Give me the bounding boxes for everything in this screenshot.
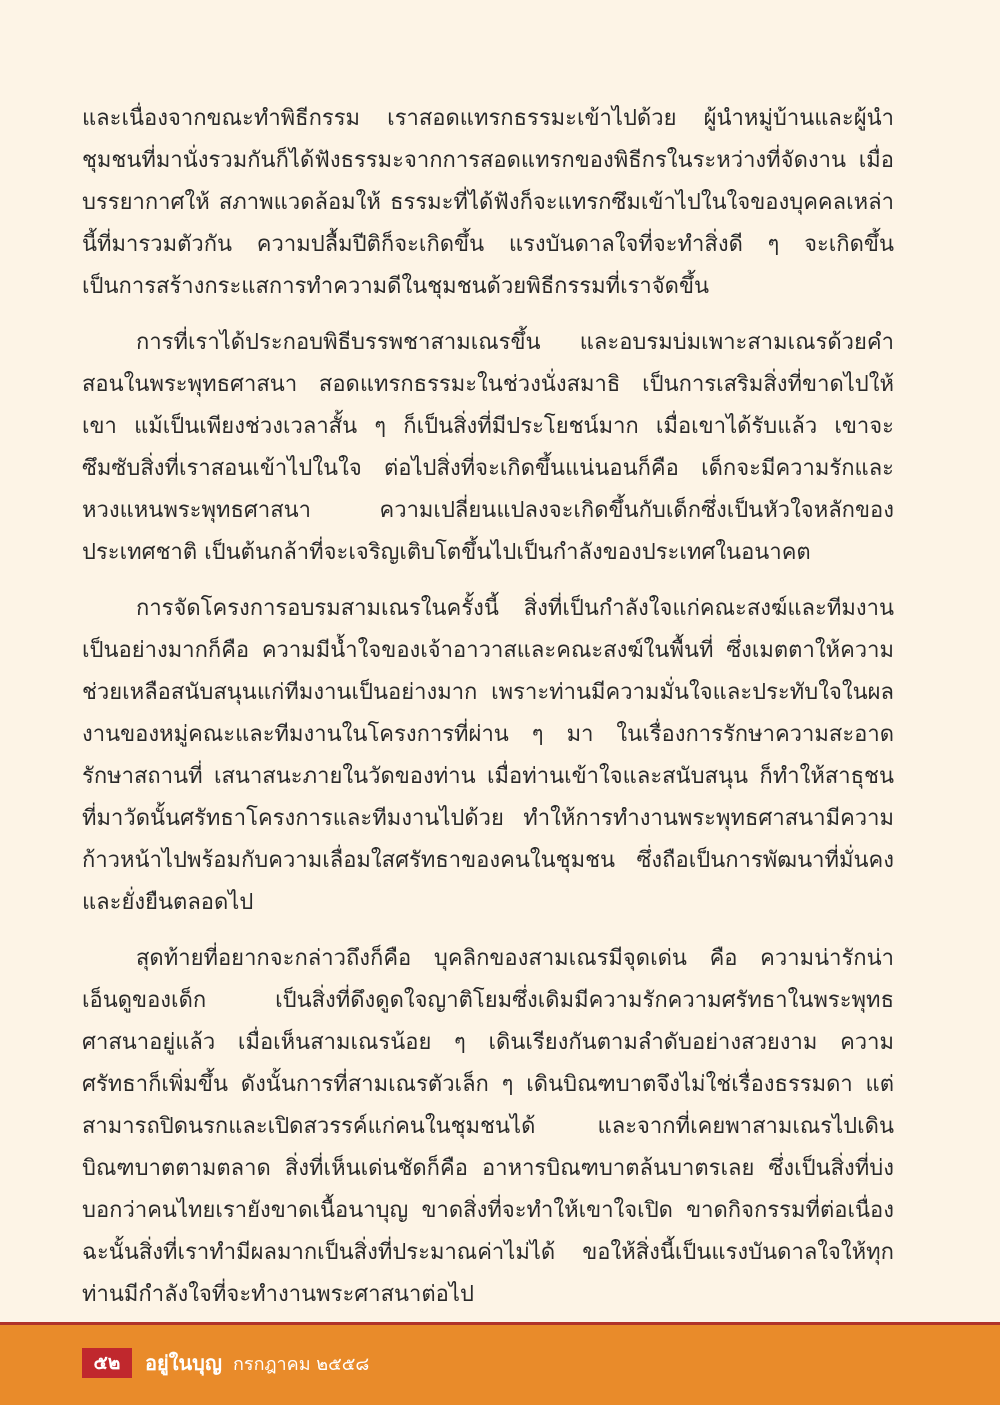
- page-number-badge: ๕๒: [82, 1348, 132, 1378]
- article-body: [82, 98, 894, 1330]
- page-footer: [0, 1325, 1000, 1405]
- paragraph-4: สุดท้ายที่อยากจะกล่าวถึงก็คือ บุคลิกของสามเณรมีจุดเด่น คือ ความน่ารักน่าเอ็นดูของเด็ก เป็นสิ่งที่ดึงดูดใจญาติโยมซึ่งเดิมมีความรักความศรัทธาในพระพุทธศาสนาอยู่แล้ว เมื่อเห็นสามเณรน้อย ๆ เดินเรียงกันตามลำดับอย่างสวยงาม ความศรัทธาก็เพิ่มขึ้น ดังนั้นการที่สามเณรตัวเล็ก ๆ เดินบิณฑบาตจึงไม่ใช่เรื่องธรรมดา แต่สามารถปิดนรกและเปิดสวรรค์แก่คนในชุมชนได้ และจากที่เคยพาสามเณรไปเดินบิณฑบาตตามตลาด สิ่งที่เห็นเด่นชัดก็คือ อาหารบิณฑบาตล้นบาตรเลย ซึ่งเป็นสิ่งที่บ่งบอกว่าคนไทยเรายังขาดเนื้อนาบุญ ขาดสิ่งที่จะทำให้เขาใจเปิด ขาดกิจกรรมที่ต่อเนื่อง ฉะนั้นสิ่งที่เราทำมีผลมากเป็นสิ่งที่ประมาณค่าไม่ได้ ขอให้สิ่งนี้เป็นแรงบันดาลใจให้ทุกท่านมีกำลังใจที่จะทำงานพระศาสนาต่อไป: [82, 946, 894, 1307]
- magazine-issue: กรกฎาคม ๒๕๕๘: [233, 1354, 370, 1375]
- magazine-title: อยู่ในบุญ: [145, 1351, 222, 1375]
- paragraph-3: การจัดโครงการอบรมสามเณรในครั้งนี้ สิ่งที่เป็นกำลังใจแก่คณะสงฆ์และทีมงานเป็นอย่างมากก็คือ ความมีน้ำใจของเจ้าอาวาสและคณะสงฆ์ในพื้นที่ ซึ่งเมตตาให้ความช่วยเหลือสนับสนุนแก่ทีมงานเป็นอย่างมาก เพราะท่านมีความมั่นใจและประทับใจในผลงานของหมู่คณะและทีมงานในโครงการที่ผ่าน ๆ มา ในเรื่องการรักษาความสะอาดรักษาสถานที่ เสนาสนะภายในวัดของท่าน เมื่อท่านเข้าใจและสนับสนุน ก็ทำให้สาธุชนที่มาวัดนั้นศรัทธาโครงการและทีมงานไปด้วย ทำให้การทำงานพระพุทธศาสนามีความก้าวหน้าไปพร้อมกับความเลื่อมใสศรัทธาของคนในชุมชน ซึ่งถือเป็นการพัฒนาที่มั่นคงและยั่งยืนตลอดไป: [82, 596, 894, 915]
- magazine-info: [145, 1348, 369, 1378]
- paragraph-1: และเนื่องจากขณะทำพิธีกรรม เราสอดแทรกธรรมะเข้าไปด้วย ผู้นำหมู่บ้านและผู้นำชุมชนที่มานั่งรวมกันก็ได้ฟังธรรมะจากการสอดแทรกของพิธีกรในระหว่างที่จัดงาน เมื่อบรรยากาศให้ สภาพแวดล้อมให้ ธรรมะที่ได้ฟังก็จะแทรกซึมเข้าไปในใจของบุคคลเหล่านี้ที่มารวมตัวกัน ความปลื้มปีติก็จะเกิดขึ้น แรงบันดาลใจที่จะทำสิ่งดี ๆ จะเกิดขึ้น เป็นการสร้างกระแสการทำความดีในชุมชนด้วยพิธีกรรมที่เราจัดขึ้น: [82, 106, 894, 299]
- paragraph-2: การที่เราได้ประกอบพิธีบรรพชาสามเณรขึ้น และอบรมบ่มเพาะสามเณรด้วยคำสอนในพระพุทธศาสนา สอดแทรกธรรมะในช่วงนั่งสมาธิ เป็นการเสริมสิ่งที่ขาดไปให้เขา แม้เป็นเพียงช่วงเวลาสั้น ๆ ก็เป็นสิ่งที่มีประโยชน์มาก เมื่อเขาได้รับแล้ว เขาจะซึมซับสิ่งที่เราสอนเข้าไปในใจ ต่อไปสิ่งที่จะเกิดขึ้นแน่นอนก็คือ เด็กจะมีความรักและหวงแหนพระพุทธศาสนา ความเปลี่ยนแปลงจะเกิดขึ้นกับเด็กซึ่งเป็นหัวใจหลักของประเทศชาติ เป็นต้นกล้าที่จะเจริญเติบโตขึ้นไปเป็นกำลังของประเทศในอนาคต: [82, 330, 894, 565]
